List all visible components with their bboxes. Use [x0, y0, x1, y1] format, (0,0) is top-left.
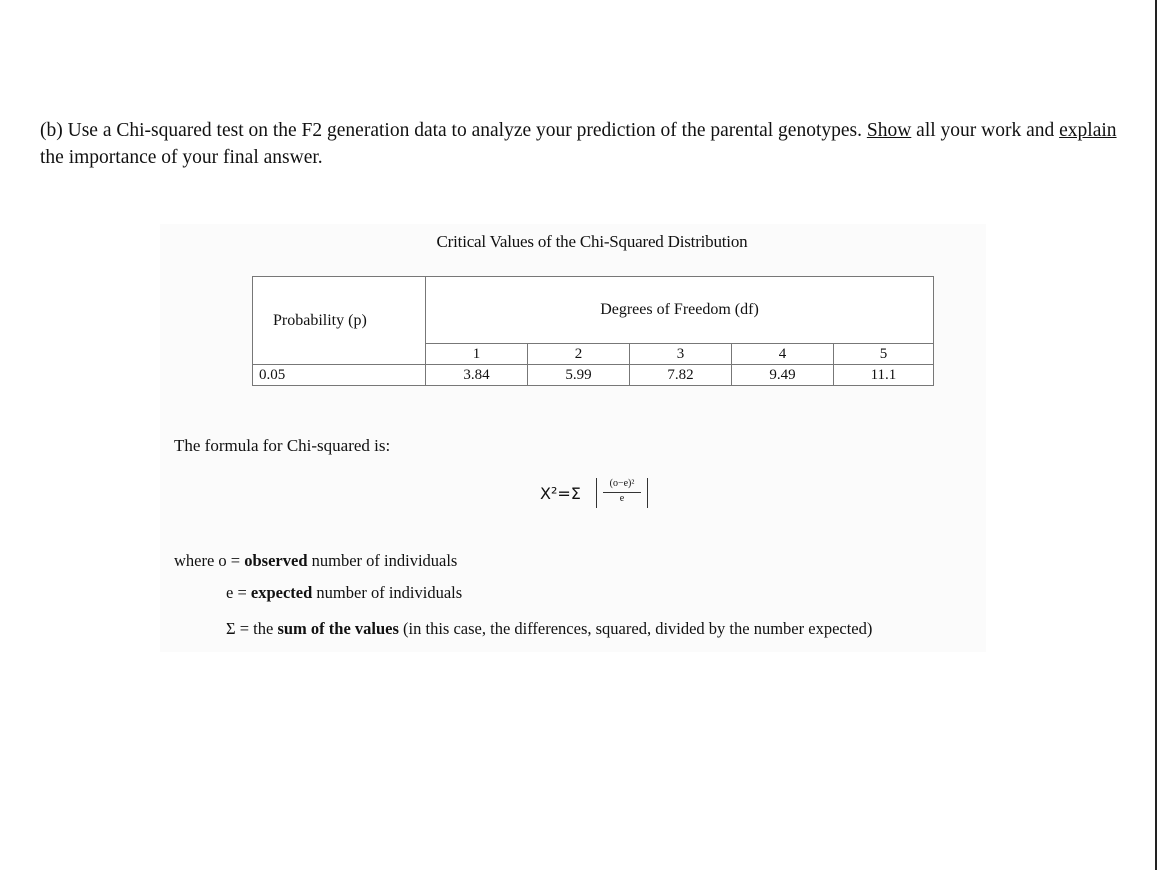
- definition-expected: [226, 583, 462, 603]
- def-bold: observed: [244, 551, 308, 570]
- formula-denominator: e: [619, 493, 625, 504]
- question-middle: all your work and: [911, 120, 1060, 141]
- critical-value-cell: 5.99: [527, 365, 629, 386]
- def-text: number of individuals: [312, 583, 463, 602]
- probability-value: 0.05: [253, 365, 426, 386]
- df-cell: 5: [833, 344, 933, 365]
- definition-sum: [226, 619, 872, 639]
- show-keyword: Show: [866, 120, 912, 141]
- df-header: Degrees of Freedom (df): [426, 277, 934, 344]
- explain-keyword: explain: [1059, 120, 1117, 141]
- def-text: number of individuals: [307, 551, 458, 570]
- def-text: (in this case, the differences, squared, divided by the number expected): [398, 619, 873, 638]
- formula-numerator: (o−e)²: [609, 478, 635, 489]
- def-text: e =: [226, 583, 251, 602]
- formula-lhs: X²=Σ: [540, 484, 581, 503]
- df-cell: 3: [629, 344, 731, 365]
- question-text: [40, 117, 1120, 171]
- question-suffix: the importance of your final answer.: [40, 147, 323, 168]
- def-text: where o =: [174, 551, 245, 570]
- df-cell: 4: [731, 344, 833, 365]
- header-row: [253, 277, 934, 344]
- chi-squared-figure: [160, 224, 986, 652]
- def-bold: sum of the values: [277, 619, 399, 638]
- formula-label: The formula for Chi-squared is:: [174, 436, 391, 455]
- critical-value-cell: 7.82: [629, 365, 731, 386]
- critical-value-cell: 9.49: [731, 365, 833, 386]
- value-row: [253, 365, 934, 386]
- critical-values-table: [252, 276, 934, 386]
- page-edge-line: [1155, 0, 1157, 870]
- definition-observed: [174, 551, 457, 571]
- probability-header: Probability (p): [253, 277, 426, 365]
- critical-value-cell: 3.84: [426, 365, 528, 386]
- chi-squared-formula: [540, 474, 680, 514]
- figure-title: Critical Values of the Chi-Squared Distribution: [436, 232, 748, 251]
- critical-value-cell: 11.1: [833, 365, 933, 386]
- df-cell: 2: [527, 344, 629, 365]
- question-prefix: (b) Use a Chi-squared test on the F2 generation data to analyze your prediction of the parental genotypes.: [40, 120, 867, 141]
- formula-fraction: [596, 478, 648, 508]
- def-bold: expected: [250, 583, 313, 602]
- def-text: Σ = the: [226, 619, 278, 638]
- df-cell: 1: [426, 344, 528, 365]
